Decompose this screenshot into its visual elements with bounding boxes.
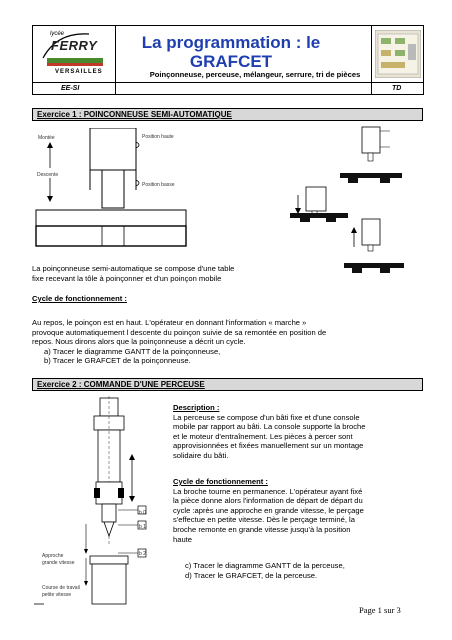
ex1-intro-line-1: La poinçonneuse semi-automatique se compose d'une table — [32, 264, 235, 273]
doc-type-label: TD — [392, 85, 402, 92]
label-position-basse: Position basse — [142, 182, 175, 188]
label-montee: Montée — [38, 135, 55, 141]
label-descente: Descente — [37, 172, 59, 178]
ex2-cycle-line: La broche tourne en permanence. L'opérateur ayant fixé — [173, 486, 363, 496]
punch-states-drawing — [280, 125, 420, 283]
page-number: Page 1 sur 3 — [359, 605, 401, 615]
ex1-cycle-text — [32, 318, 417, 366]
ex2-description — [173, 403, 421, 461]
ex2-cycle-line: haute — [173, 534, 193, 544]
ex2-desc-line: et le moteur d'entraînement. Les pièces à percer sont — [173, 431, 353, 441]
ex1-intro — [32, 264, 234, 283]
drill-press-drawing — [34, 396, 162, 606]
title-line-2: GRAFCET — [189, 52, 273, 71]
exercise-1-heading — [32, 108, 423, 121]
logo-city-text: VERSAILLES — [55, 69, 103, 75]
logo-cell — [33, 26, 116, 94]
label-course-travail: Course de travail — [42, 585, 80, 591]
ex1-cycle-title: Cycle de fonctionnement : — [32, 294, 127, 303]
page-subtitle: Poinçonneuse, perceuse, mélangeur, serrure, tri de pièces — [149, 70, 361, 79]
ex2-cycle-line: cycle :après une approche en grande vitesse, le perçage — [173, 505, 364, 515]
label-approche: Approche — [42, 553, 64, 559]
ex2-cycle — [173, 477, 421, 544]
punch-press-drawing — [32, 128, 197, 253]
label-position-haute: Position haute — [142, 134, 174, 140]
ex2-desc-line: mobile par rapport au bâti. La console supporte la broche — [173, 422, 366, 432]
ex1-cycle-line-1: Au repos, le poinçon est en haut. L'opérateur en donnant l'information « marche » — [32, 318, 307, 327]
header-divider — [33, 82, 423, 83]
exercise-2-heading-text: Exercice 2 : COMMANDE D'UNE PERCEUSE — [37, 380, 205, 389]
ex2-tasks — [185, 561, 421, 580]
ex2-cycle-line: la pièce donne alors l'information de départ de départ du — [173, 496, 363, 506]
page-title — [113, 33, 349, 71]
ex2-desc-line: solidaire du bâti. — [173, 450, 229, 460]
ex2-cycle-line: s'effectue en petite vitesse. Dès le perçage terminé, la — [173, 515, 355, 525]
label-b0: b 0 — [139, 510, 146, 516]
label-petite-vitesse: petite vitesse — [42, 592, 72, 598]
ex1-task-b: b) Tracer le GRAFCET de la poinçonneuse. — [44, 356, 191, 366]
ex2-desc-line: La perceuse se compose d'un bâti fixe et d'une console — [173, 412, 360, 422]
dept-label: EE-SI — [61, 85, 80, 92]
logo-ferry-text: FERRY — [51, 38, 98, 53]
title-line-1: La programmation : le — [141, 33, 321, 52]
ex2-desc-line: approvisionnées et fixées manuellement sur un montage — [173, 441, 364, 451]
ex1-cycle-line-2: provoque automatiquement l descente du poinçon suivie de sa remontée en position de — [32, 327, 327, 337]
label-b1: b 1 — [139, 524, 146, 530]
ex2-cycle-title: Cycle de fonctionnement : — [173, 477, 268, 486]
ex2-cycle-line: broche remonte en grande vitesse jusqu'à la position — [173, 524, 351, 534]
exercise-2-heading — [32, 378, 423, 391]
ex2-task-c: c) Tracer le diagramme GANTT de la perceuse, — [185, 561, 345, 570]
ex1-task-a: a) Tracer le diagramme GANTT de la poinçonneuse, — [44, 346, 221, 356]
ex1-cycle-line-3: repos. Nous dirons alors que la poinçonneuse a décrit un cycle. — [32, 337, 246, 347]
ex2-desc-title: Description : — [173, 403, 220, 412]
exercise-1-heading-text: Exercice 1 : POINCONNEUSE SEMI-AUTOMATIQUE — [37, 110, 232, 119]
label-grande-vitesse: grande vitesse — [42, 560, 75, 566]
label-b2: b 2 — [139, 551, 146, 557]
ex1-intro-line-2: fixe recevant la tôle à poinçonner et d'un poinçon mobile — [32, 273, 222, 283]
thumbnail-cell — [371, 26, 424, 94]
ex2-task-d: d) Tracer le GRAFCET, de la perceuse. — [185, 570, 318, 580]
logo-lycee-text: lycée — [50, 31, 65, 37]
